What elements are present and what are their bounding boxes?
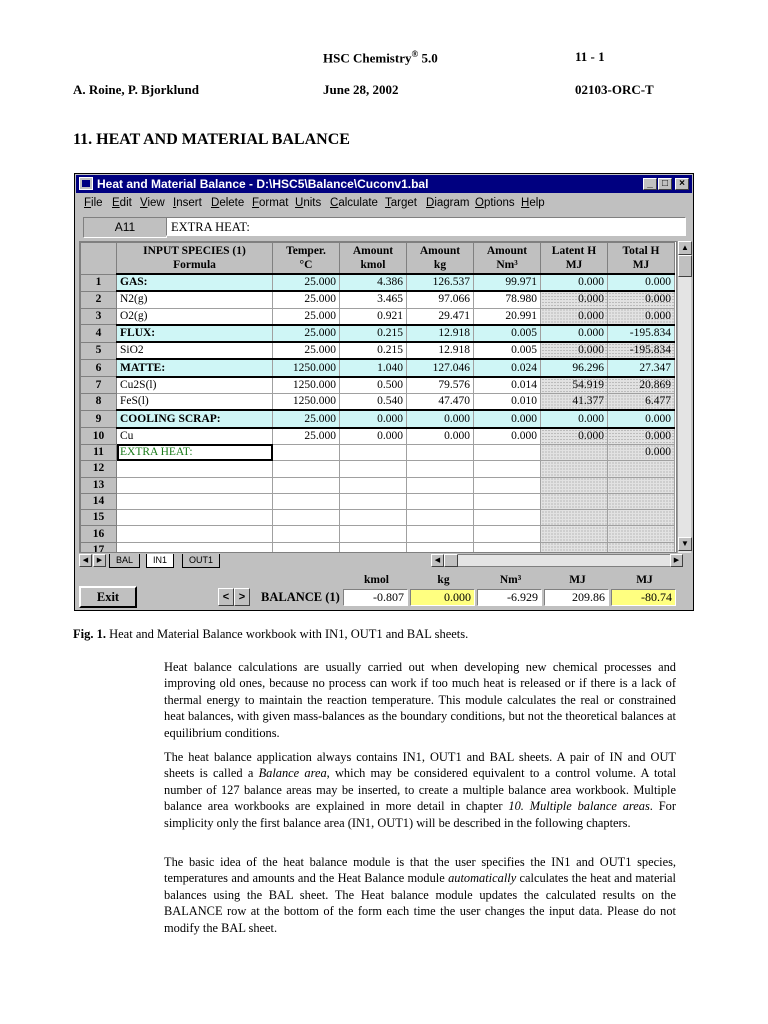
page-number: 11 - 1: [575, 49, 605, 64]
value-cell[interactable]: 27.347: [608, 359, 675, 376]
value-cell[interactable]: 0.014: [474, 377, 541, 394]
cell-reference-box[interactable]: A11: [83, 217, 167, 238]
value-cell[interactable]: 0.000: [474, 428, 541, 445]
balance-latent-mj-value: 209.86: [544, 589, 609, 606]
balance-header-mj-total: MJ: [636, 574, 653, 586]
value-cell[interactable]: 0.000: [541, 325, 608, 342]
sheet-tab-bar: [79, 554, 691, 568]
value-cell[interactable]: [340, 477, 407, 493]
value-cell[interactable]: 0.000: [541, 308, 608, 325]
species-cell[interactable]: [117, 461, 273, 477]
value-cell[interactable]: 25.000: [273, 274, 340, 291]
balance-header-kg: kg: [437, 574, 450, 586]
value-cell[interactable]: 127.046: [407, 359, 474, 376]
row-number[interactable]: 16: [81, 526, 117, 542]
next-area-button[interactable]: >: [234, 588, 250, 606]
hscroll-right-icon[interactable]: ▶: [670, 554, 683, 567]
menu-bar: [76, 194, 692, 212]
value-cell[interactable]: 0.000: [608, 444, 675, 460]
menu-help[interactable]: Help: [521, 197, 545, 209]
value-cell[interactable]: [608, 510, 675, 526]
scroll-down-icon[interactable]: ▼: [678, 537, 692, 551]
species-cell[interactable]: [117, 477, 273, 493]
value-cell[interactable]: [340, 526, 407, 542]
species-cell[interactable]: EXTRA HEAT:: [117, 444, 273, 460]
species-cell[interactable]: FeS(l): [117, 394, 273, 411]
value-cell[interactable]: 126.537: [407, 274, 474, 291]
value-cell[interactable]: 29.471: [407, 308, 474, 325]
value-cell[interactable]: [407, 444, 474, 460]
value-cell[interactable]: 20.991: [474, 308, 541, 325]
col-header-total-h[interactable]: Total H MJ: [608, 243, 675, 275]
tab-scroll-left-icon[interactable]: ◀: [79, 554, 92, 567]
value-cell[interactable]: 0.215: [340, 325, 407, 342]
scroll-up-icon[interactable]: ▲: [678, 241, 692, 255]
tab-out1[interactable]: OUT1: [182, 554, 220, 568]
value-cell[interactable]: [608, 477, 675, 493]
species-cell[interactable]: MATTE:: [117, 359, 273, 376]
value-cell[interactable]: [474, 526, 541, 542]
value-cell[interactable]: 25.000: [273, 325, 340, 342]
menu-view[interactable]: View: [140, 197, 165, 209]
value-cell[interactable]: [608, 542, 675, 553]
value-cell[interactable]: [474, 493, 541, 509]
species-cell[interactable]: SiO2: [117, 342, 273, 359]
species-cell[interactable]: [117, 542, 273, 553]
heat-balance-window: [74, 173, 694, 611]
balance-header-kmol: kmol: [364, 574, 389, 586]
value-cell[interactable]: -195.834: [608, 325, 675, 342]
hscroll-left-icon[interactable]: ◀: [431, 554, 444, 567]
value-cell[interactable]: [407, 510, 474, 526]
value-cell[interactable]: [340, 461, 407, 477]
authors: A. Roine, P. Bjorklund: [73, 82, 199, 97]
value-cell[interactable]: 0.540: [340, 394, 407, 411]
value-cell[interactable]: 0.000: [608, 291, 675, 308]
row-number[interactable]: 1: [81, 274, 117, 291]
value-cell[interactable]: [474, 510, 541, 526]
section-title: 11. HEAT AND MATERIAL BALANCE: [73, 131, 350, 148]
species-cell[interactable]: FLUX:: [117, 325, 273, 342]
value-cell[interactable]: [273, 510, 340, 526]
menu-options[interactable]: Options: [475, 197, 515, 209]
value-cell[interactable]: [541, 444, 608, 460]
table-row: [81, 325, 675, 342]
value-cell[interactable]: 0.000: [407, 428, 474, 445]
value-cell[interactable]: 79.576: [407, 377, 474, 394]
value-cell[interactable]: 25.000: [273, 342, 340, 359]
value-cell[interactable]: 0.000: [608, 410, 675, 427]
balance-header-mj-latent: MJ: [569, 574, 586, 586]
value-cell[interactable]: [340, 542, 407, 553]
value-cell[interactable]: 0.000: [541, 342, 608, 359]
value-cell[interactable]: 0.000: [608, 274, 675, 291]
balance-nm3-value: -6.929: [477, 589, 542, 606]
value-cell[interactable]: [273, 461, 340, 477]
value-cell[interactable]: 0.005: [474, 325, 541, 342]
balance-kmol-value: -0.807: [343, 589, 408, 606]
app-version-header: HSC Chemistry® 5.0: [323, 49, 438, 66]
col-header-formula[interactable]: INPUT SPECIES (1) Formula: [117, 243, 273, 275]
column-header-row: [81, 243, 675, 275]
app-icon[interactable]: [79, 177, 93, 190]
table-row: [81, 410, 675, 427]
cell-value-input[interactable]: EXTRA HEAT:: [166, 217, 686, 236]
row-number[interactable]: 9: [81, 410, 117, 427]
table-row: [81, 477, 675, 493]
species-cell[interactable]: [117, 526, 273, 542]
scroll-thumb[interactable]: [678, 255, 692, 277]
species-cell[interactable]: [117, 510, 273, 526]
value-cell[interactable]: 3.465: [340, 291, 407, 308]
col-header-kmol[interactable]: Amount kmol: [340, 243, 407, 275]
row-number[interactable]: 14: [81, 493, 117, 509]
figure-caption: Fig. 1. Heat and Material Balance workbook with IN1, OUT1 and BAL sheets.: [73, 627, 469, 641]
species-cell[interactable]: N2(g): [117, 291, 273, 308]
col-header-nm3[interactable]: Amount Nm³: [474, 243, 541, 275]
table-row: [81, 308, 675, 325]
row-number[interactable]: 13: [81, 477, 117, 493]
menu-units[interactable]: Units: [295, 197, 322, 209]
value-cell[interactable]: [541, 526, 608, 542]
paragraph-3: The basic idea of the heat balance module is that the user specifies the IN1 and OUT1 species, temperatures and amounts and the Heat Balance module automatically calculates the heat and material balances using the BAL sheet. The Heat balance module updates the calculated results on the BALANCE row at the bottom of the form each time the user changes the input data. Please do not modify the BAL sheet.: [164, 855, 676, 935]
value-cell[interactable]: [608, 526, 675, 542]
table-row: [81, 526, 675, 542]
minimize-icon[interactable]: _: [643, 178, 657, 190]
date: June 28, 2002: [323, 82, 399, 97]
value-cell[interactable]: [474, 461, 541, 477]
value-cell[interactable]: 0.000: [608, 428, 675, 445]
value-cell[interactable]: 96.296: [541, 359, 608, 376]
paragraph-2: The heat balance application always contains IN1, OUT1 and BAL sheets. A pair of IN and OUT sheets is called a Balance area, which may be considered equivalent to a control volume. A total number of 127 balance areas may be inserted, to create a multiple balance area workbook. Multiple balance area workbooks are explained in more detail in chapter 10. Multiple balance areas. For simplicity only the first balance area (IN1, OUT1) will be described in the following chapters.: [164, 750, 677, 830]
table-row: [81, 377, 675, 394]
value-cell[interactable]: [541, 542, 608, 553]
value-cell[interactable]: [273, 477, 340, 493]
row-number[interactable]: 7: [81, 377, 117, 394]
balance-header-nm3: Nm³: [499, 574, 522, 586]
value-cell[interactable]: [340, 510, 407, 526]
value-cell[interactable]: 0.215: [340, 342, 407, 359]
paragraph-1: Heat balance calculations are usually carried out when developing new chemical processes and improving old ones, because no process can work if too much heat is released or if there is a lack of thermal energy to maintain the reaction temperature. This module calculates the real or constrained heat balances, with given mass-balances as the boundary conditions, but not the theoretical balances at equilibrium conditions.: [164, 660, 676, 740]
value-cell[interactable]: [407, 542, 474, 553]
horizontal-scrollbar[interactable]: [431, 554, 683, 567]
value-cell[interactable]: 0.000: [340, 410, 407, 427]
value-cell[interactable]: [608, 461, 675, 477]
value-cell[interactable]: [407, 461, 474, 477]
value-cell[interactable]: [273, 542, 340, 553]
table-row: [81, 444, 675, 460]
value-cell[interactable]: [273, 526, 340, 542]
balance-kg-value: 0.000: [410, 589, 475, 606]
value-cell[interactable]: [407, 477, 474, 493]
menu-calculate[interactable]: Calculate: [330, 197, 378, 209]
value-cell[interactable]: [474, 542, 541, 553]
row-number[interactable]: 6: [81, 359, 117, 376]
menu-target[interactable]: Target: [385, 197, 417, 209]
value-cell[interactable]: [407, 526, 474, 542]
row-number[interactable]: 11: [81, 444, 117, 460]
value-cell[interactable]: 25.000: [273, 410, 340, 427]
value-cell[interactable]: 47.470: [407, 394, 474, 411]
value-cell[interactable]: 0.010: [474, 394, 541, 411]
menu-file[interactable]: File: [84, 197, 103, 209]
table-row: [81, 542, 675, 553]
table-row: [81, 274, 675, 291]
value-cell[interactable]: 0.000: [541, 410, 608, 427]
species-cell[interactable]: [117, 493, 273, 509]
corner-cell: [81, 243, 117, 275]
value-cell[interactable]: 0.500: [340, 377, 407, 394]
value-cell[interactable]: [273, 493, 340, 509]
value-cell[interactable]: [541, 477, 608, 493]
species-cell[interactable]: O2(g): [117, 308, 273, 325]
col-header-temperature[interactable]: Temper. °C: [273, 243, 340, 275]
value-cell[interactable]: 0.000: [541, 428, 608, 445]
value-cell[interactable]: 1.040: [340, 359, 407, 376]
row-number[interactable]: 3: [81, 308, 117, 325]
value-cell[interactable]: [340, 444, 407, 460]
value-cell[interactable]: [340, 493, 407, 509]
value-cell[interactable]: [541, 493, 608, 509]
value-cell[interactable]: 6.477: [608, 394, 675, 411]
value-cell[interactable]: 99.971: [474, 274, 541, 291]
menu-diagram[interactable]: Diagram: [426, 197, 470, 209]
table-row: [81, 510, 675, 526]
hscroll-thumb[interactable]: [444, 554, 458, 567]
value-cell[interactable]: 1250.000: [273, 359, 340, 376]
species-cell[interactable]: Cu2S(l): [117, 377, 273, 394]
value-cell[interactable]: [273, 444, 340, 460]
value-cell[interactable]: 97.066: [407, 291, 474, 308]
row-number[interactable]: 12: [81, 461, 117, 477]
value-cell[interactable]: 0.000: [407, 410, 474, 427]
value-cell[interactable]: 1250.000: [273, 394, 340, 411]
value-cell[interactable]: 78.980: [474, 291, 541, 308]
row-number[interactable]: 10: [81, 428, 117, 445]
col-header-latent-h[interactable]: Latent H MJ: [541, 243, 608, 275]
species-table: [80, 242, 675, 553]
table-row: [81, 394, 675, 411]
maximize-icon[interactable]: □: [658, 178, 672, 190]
row-number[interactable]: 17: [81, 542, 117, 553]
value-cell[interactable]: [407, 493, 474, 509]
value-cell[interactable]: 4.386: [340, 274, 407, 291]
value-cell[interactable]: [541, 510, 608, 526]
value-cell[interactable]: 0.000: [541, 274, 608, 291]
value-cell[interactable]: 0.921: [340, 308, 407, 325]
value-cell[interactable]: 25.000: [273, 308, 340, 325]
value-cell[interactable]: 25.000: [273, 428, 340, 445]
document-id: 02103-ORC-T: [575, 82, 654, 97]
species-cell[interactable]: COOLING SCRAP:: [117, 410, 273, 427]
vertical-scrollbar[interactable]: [677, 241, 691, 553]
balance-label: BALANCE (1): [261, 590, 340, 604]
value-cell[interactable]: 12.918: [407, 342, 474, 359]
prev-area-button[interactable]: <: [218, 588, 234, 606]
row-number[interactable]: 15: [81, 510, 117, 526]
close-icon[interactable]: ×: [675, 178, 689, 190]
row-number[interactable]: 5: [81, 342, 117, 359]
value-cell[interactable]: 41.377: [541, 394, 608, 411]
species-cell[interactable]: Cu: [117, 428, 273, 445]
value-cell[interactable]: 25.000: [273, 291, 340, 308]
value-cell[interactable]: 0.000: [340, 428, 407, 445]
exit-button[interactable]: Exit: [79, 586, 137, 608]
spreadsheet-grid: [79, 241, 677, 553]
value-cell[interactable]: 0.005: [474, 342, 541, 359]
menu-insert[interactable]: Insert: [173, 197, 202, 209]
value-cell[interactable]: 0.000: [541, 291, 608, 308]
table-row: [81, 291, 675, 308]
value-cell[interactable]: -195.834: [608, 342, 675, 359]
value-cell[interactable]: 0.000: [474, 410, 541, 427]
value-cell[interactable]: 12.918: [407, 325, 474, 342]
value-cell[interactable]: 0.024: [474, 359, 541, 376]
species-cell[interactable]: GAS:: [117, 274, 273, 291]
value-cell[interactable]: 20.869: [608, 377, 675, 394]
tab-bal[interactable]: BAL: [109, 554, 140, 568]
row-number[interactable]: 8: [81, 394, 117, 411]
tab-scroll-right-icon[interactable]: ▶: [93, 554, 106, 567]
balance-total-mj-value: -80.74: [611, 589, 676, 606]
tab-in1[interactable]: IN1: [146, 554, 174, 568]
menu-format[interactable]: Format: [252, 197, 289, 209]
table-row: [81, 493, 675, 509]
window-title: Heat and Material Balance - D:\HSC5\Balance\Cuconv1.bal: [97, 177, 429, 191]
menu-edit[interactable]: Edit: [112, 197, 132, 209]
value-cell[interactable]: [541, 461, 608, 477]
row-number[interactable]: 2: [81, 291, 117, 308]
table-row: [81, 461, 675, 477]
row-number[interactable]: 4: [81, 325, 117, 342]
value-cell[interactable]: [474, 477, 541, 493]
table-row: [81, 359, 675, 376]
table-row: [81, 342, 675, 359]
value-cell[interactable]: 54.919: [541, 377, 608, 394]
value-cell[interactable]: [474, 444, 541, 460]
value-cell[interactable]: 1250.000: [273, 377, 340, 394]
value-cell[interactable]: [608, 493, 675, 509]
value-cell[interactable]: 0.000: [608, 308, 675, 325]
title-bar[interactable]: [76, 175, 692, 193]
col-header-kg[interactable]: Amount kg: [407, 243, 474, 275]
table-row: [81, 428, 675, 445]
menu-delete[interactable]: Delete: [211, 197, 245, 209]
